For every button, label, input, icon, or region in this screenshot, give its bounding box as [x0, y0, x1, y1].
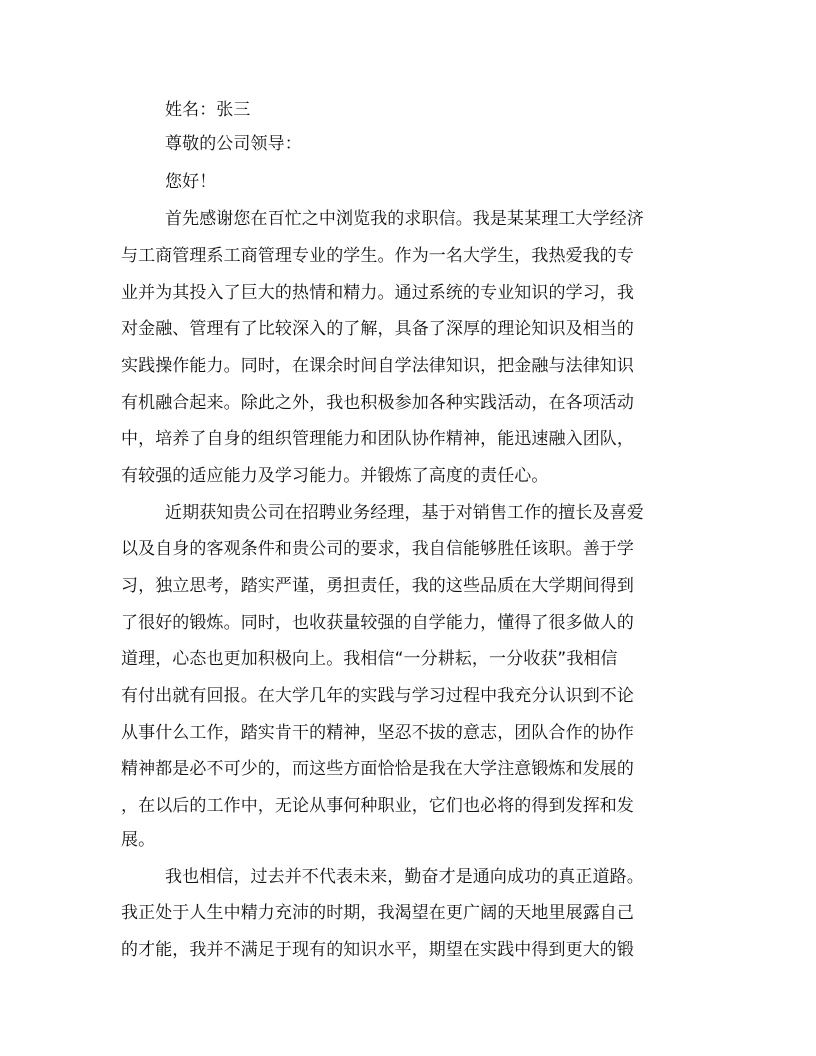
paragraph-line: 有付出就有回报。在大学几年的实践与学习过程中我充分认识到不论 — [121, 686, 634, 706]
paragraph-line: 中，培养了自身的组织管理能力和团队协作精神，能迅速融入团队， — [121, 429, 634, 449]
paragraph-line: 我也相信，过去并不代表未来，勤奋才是通向成功的真正道路。 — [165, 867, 644, 887]
paragraph-line: 有较强的适应能力及学习能力。并锻炼了高度的责任心。 — [121, 466, 549, 486]
paragraph-line: 展。 — [121, 830, 156, 850]
paragraph-line: 的才能，我并不满足于现有的知识水平，期望在实践中得到更大的锻 — [121, 940, 634, 960]
paragraph-line: 与工商管理系工商管理专业的学生。作为一名大学生，我热爱我的专 — [121, 246, 634, 266]
paragraph-line: 实践操作能力。同时，在课余时间自学法律知识，把金融与法律知识 — [121, 356, 634, 376]
paragraph-line: 近期获知贵公司在招聘业务经理，基于对销售工作的擅长及喜爱 — [165, 503, 644, 523]
paragraph-line: 以及自身的客观条件和贵公司的要求，我自信能够胜任该职。善于学 — [121, 539, 634, 559]
paragraph-line: 业并为其投入了巨大的热情和精力。通过系统的专业知识的学习，我 — [121, 283, 634, 303]
name-line: 姓名：张三 — [165, 100, 251, 120]
greeting-line: 您好！ — [165, 172, 217, 192]
paragraph-line: 我正处于人生中精力充沛的时期，我渴望在更广阔的天地里展露自己 — [121, 903, 634, 923]
paragraph-line: 精神都是必不可少的，而这些方面恰恰是我在大学注意锻炼和发展的 — [121, 759, 634, 779]
paragraph-line: 有机融合起来。除此之外，我也积极参加各种实践活动，在各项活动 — [121, 393, 634, 413]
paragraph-line: 道理，心态也更加积极向上。我相信“一分耕耘，一分收获”我相信 — [121, 649, 618, 669]
paragraph-line: ，在以后的工作中，无论从事何种职业，它们也必将的得到发挥和发 — [121, 796, 634, 816]
paragraph-line: 对金融、管理有了比较深入的了解，具备了深厚的理论知识及相当的 — [121, 319, 634, 339]
paragraph-line: 从事什么工作，踏实肯干的精神，坚忍不拔的意志，团队合作的协作 — [121, 723, 634, 743]
paragraph-line: 习，独立思考，踏实严谨，勇担责任，我的这些品质在大学期间得到 — [121, 576, 634, 596]
salutation-line: 尊敬的公司领导： — [165, 134, 302, 154]
paragraph-line: 了很好的锻炼。同时，也收获量较强的自学能力，懂得了很多做人的 — [121, 613, 634, 633]
paragraph-line: 首先感谢您在百忙之中浏览我的求职信。我是某某理工大学经济 — [165, 209, 644, 229]
